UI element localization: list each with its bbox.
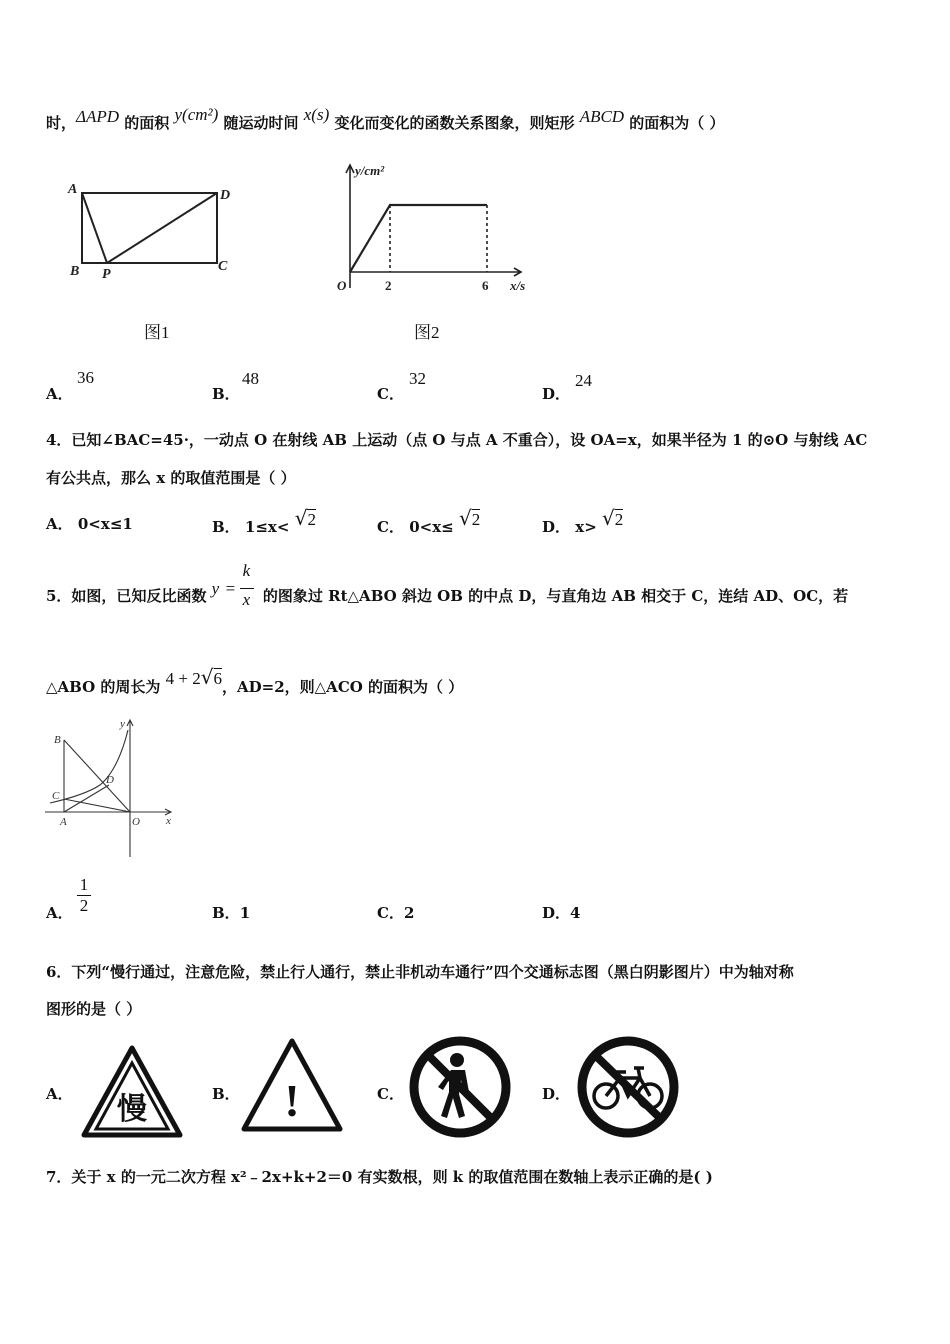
option-text: x>: [575, 518, 597, 536]
q3-option-d: [542, 383, 570, 404]
option-text: 0<x≤: [409, 518, 454, 536]
option-letter: D．: [542, 904, 571, 922]
q5-option-a-fraction: [77, 876, 91, 915]
q3-t3: 变化而变化的函数关系图象，则矩形: [329, 114, 580, 132]
q3-t1: 的面积: [119, 114, 175, 132]
label-d: D: [106, 774, 114, 786]
q6-option-d: D．: [542, 1085, 571, 1103]
label-d: D: [220, 188, 231, 203]
option-letter: B．: [212, 385, 240, 403]
option-text: 1≤x<: [244, 518, 290, 536]
graph-line: [350, 205, 487, 272]
q4-line-1: 4．已知∠BAC=45·，一动点 O 在射线 AB 上运动（点 O 与点 A 不重合），设 OA=x，如果半径为 1 的⊙O 与射线 AC: [46, 431, 868, 449]
option-text: 4: [570, 904, 581, 922]
option-letter: A．: [46, 385, 73, 403]
q4-option-b: [212, 506, 316, 537]
q3-figure-1: [60, 175, 240, 285]
tick-2: 2: [385, 278, 392, 293]
q3-option-c-value: 32: [409, 369, 426, 388]
q3-triangle: ΔAPD: [76, 107, 120, 126]
q3-option-a-value: 36: [77, 368, 94, 387]
figure-1-caption: 图1: [144, 323, 170, 342]
q4-option-a: [46, 513, 133, 534]
sqrt-radicand: 2: [307, 510, 316, 529]
q3-option-b-value: 48: [242, 369, 259, 388]
q3-option-d-value: 24: [575, 371, 592, 390]
sqrt-symbol: √: [602, 506, 615, 530]
label-a: A: [68, 182, 78, 197]
q3-t4: 的面积为（ ）: [624, 114, 725, 132]
pedestrian-head: [450, 1053, 464, 1067]
q6-option-a: A．: [46, 1085, 73, 1103]
q3-y-unit: y(cm²): [174, 105, 219, 124]
label-p: P: [102, 267, 111, 282]
label-c: C: [218, 259, 228, 274]
q5-line-2: [46, 665, 464, 697]
perimeter-root: 6: [213, 669, 222, 688]
q3-option-c: [377, 383, 404, 404]
origin-label: O: [337, 278, 347, 293]
q3-rect: ABCD: [579, 107, 625, 126]
sqrt-radicand: 2: [614, 510, 624, 529]
y-axis-label: y/cm²: [355, 163, 385, 178]
q3-option-b: [212, 383, 240, 404]
func-x: x: [242, 590, 251, 609]
option-letter: C．: [377, 518, 404, 536]
q5-option-b: [212, 902, 250, 923]
option-letter: B．: [212, 904, 240, 922]
label-c: C: [52, 790, 60, 802]
sqrt-symbol: √: [458, 506, 472, 530]
figure-2-caption: 图2: [414, 323, 440, 342]
option-text: 2: [403, 904, 415, 922]
q3-stem: [46, 105, 725, 133]
q6-line-1: 6．下列“慢行通过，注意危险，禁止行人通行，禁止非机动车通行”四个交通标志图（黑白阴影图片）中为轴对称: [46, 963, 794, 981]
q5-option-c: [377, 902, 414, 923]
q5-line-1: [46, 561, 849, 609]
q5-figure: [40, 715, 185, 860]
q4-option-d: [542, 506, 624, 537]
q5-pre: 5．如图，已知反比函数: [46, 587, 212, 605]
sqrt-symbol: √: [294, 506, 308, 530]
fraction-bar: [240, 588, 254, 589]
warning-sign-icon: [240, 1036, 344, 1134]
q4-line-2: 有公共点，那么 x 的取值范围是（ ）: [46, 469, 296, 487]
q3-figure-2: [315, 160, 540, 300]
q5-option-d: [542, 902, 580, 923]
label-x: x: [166, 815, 171, 827]
label-y: y: [120, 718, 125, 730]
option-letter: B．: [212, 518, 240, 536]
q4-option-c: [377, 506, 481, 537]
option-letter: A．: [46, 515, 73, 533]
perimeter-a: 4 + 2: [165, 669, 201, 688]
slow-character: 慢: [117, 1093, 147, 1126]
fraction-denominator: 2: [79, 896, 89, 915]
option-letter: C．: [377, 385, 404, 403]
no-pedestrians-sign-icon: [407, 1034, 513, 1140]
option-text: 1: [239, 904, 251, 922]
no-bicycles-sign-icon: [574, 1034, 682, 1140]
option-text: 0<x≤1: [77, 515, 133, 533]
label-a: A: [60, 816, 67, 828]
fraction-numerator: 1: [79, 875, 89, 894]
exclamation-mark: !: [284, 1075, 300, 1126]
q5-option-a: [46, 902, 73, 923]
q3-x-unit: x(s): [303, 105, 330, 124]
func-y: y: [211, 579, 220, 598]
q3-t2: 随运动时间: [218, 114, 304, 132]
q5-post: 的图象过 Rt△ABO 斜边 OB 的中点 D，与直角边 AB 相交于 C，连结 AD、OC，若: [262, 587, 849, 605]
option-letter: C．: [377, 904, 404, 922]
x-axis-label: x/s: [510, 278, 526, 293]
q6-option-c: C．: [377, 1085, 404, 1103]
q7-line: 7．关于 x 的一元二次方程 x²﹣2x+k+2＝0 有实数根，则 k 的取值范围在数轴上表示正确的是( ): [46, 1168, 713, 1186]
sqrt-radicand: 2: [471, 510, 481, 529]
sqrt-symbol: √: [200, 665, 214, 689]
func-k: k: [242, 561, 251, 580]
label-o: O: [132, 816, 140, 828]
segment-ad: [64, 785, 109, 812]
option-letter: A．: [46, 904, 73, 922]
q5-line2-post: ，AD=2，则△ACO 的面积为（ ）: [222, 678, 464, 696]
tick-6: 6: [482, 278, 489, 293]
option-letter: D．: [542, 518, 571, 536]
segment-pd: [107, 193, 217, 263]
label-b: B: [70, 264, 80, 279]
q6-line-2: 图形的是（ ）: [46, 1000, 142, 1018]
option-letter: D．: [542, 385, 571, 403]
slow-sign-icon: [80, 1043, 184, 1139]
segment-ap: [82, 193, 107, 263]
func-eq: =: [225, 579, 236, 598]
q5-line2-pre: △ABO 的周长为: [46, 678, 166, 696]
q3-option-a: [46, 383, 73, 404]
label-b: B: [54, 734, 61, 746]
q6-option-b: B．: [212, 1085, 240, 1103]
q3-prefix: 时，: [46, 114, 77, 132]
q5-function: [211, 561, 258, 609]
